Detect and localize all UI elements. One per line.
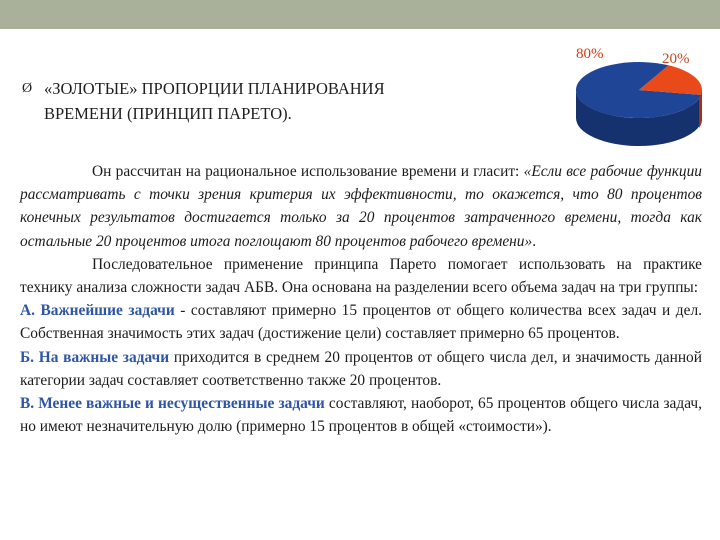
group-a-title: А. Важнейшие задачи	[20, 302, 175, 320]
pareto-quote: «Если все рабочие функции рассматривать с точки зрения критерия их эффективности, то окажется, что 80 процентов конечных результатов достигается только за 20 процентов затраченного времени, тогда как остальные 20 процентов итога поглощают 80 процентов рабочего времени»	[20, 163, 702, 250]
group-a-text: - составляют примерно 15 процентов от общего количества всех задач и дел. Собственная значимость этих задач (достижение цели) составляет примерно 65 процентов.	[20, 302, 702, 343]
arrow-bullet-icon: Ø	[22, 81, 33, 96]
para1-end: .	[532, 232, 537, 250]
paragraph-abv-intro: Последовательное применение принципа Парето помогает использовать на практике технику анализа сложности задач АБВ. Она основана на разделении всего объема задач на три группы:	[20, 255, 702, 297]
group-b-title: Б. На важные задачи	[20, 348, 170, 366]
group-c-text: составляют, наоборот, 65 процентов общего числа задач, но имеют незначительную долю (примерно 15 процентов в общей «стоимости»).	[20, 395, 702, 436]
section-heading	[22, 76, 552, 126]
body-text	[20, 160, 702, 438]
heading-line-1: «ЗОЛОТЫЕ» ПРОПОРЦИИ ПЛАНИРОВАНИЯ	[44, 79, 385, 98]
group-b-text: приходится в среднем 20 процентов от общего числа дел, и значимость данной категории задач составляет соответственно также 20 процентов.	[20, 348, 702, 389]
heading-line-2: ВРЕМЕНИ (ПРИНЦИП ПАРЕТО).	[44, 104, 292, 123]
paragraph-pareto-principle	[20, 160, 702, 253]
pie-label-80: 80%	[576, 46, 604, 62]
group-c	[20, 392, 702, 438]
group-a	[20, 299, 702, 345]
group-c-title: В. Менее важные и несущественные задачи	[20, 395, 325, 413]
para1-lead: Он рассчитан на рациональное использование времени и гласит:	[92, 163, 524, 180]
top-decorative-band	[0, 0, 720, 29]
group-b	[20, 346, 702, 392]
pareto-pie-chart	[566, 38, 716, 150]
pie-label-20: 20%	[662, 51, 690, 67]
